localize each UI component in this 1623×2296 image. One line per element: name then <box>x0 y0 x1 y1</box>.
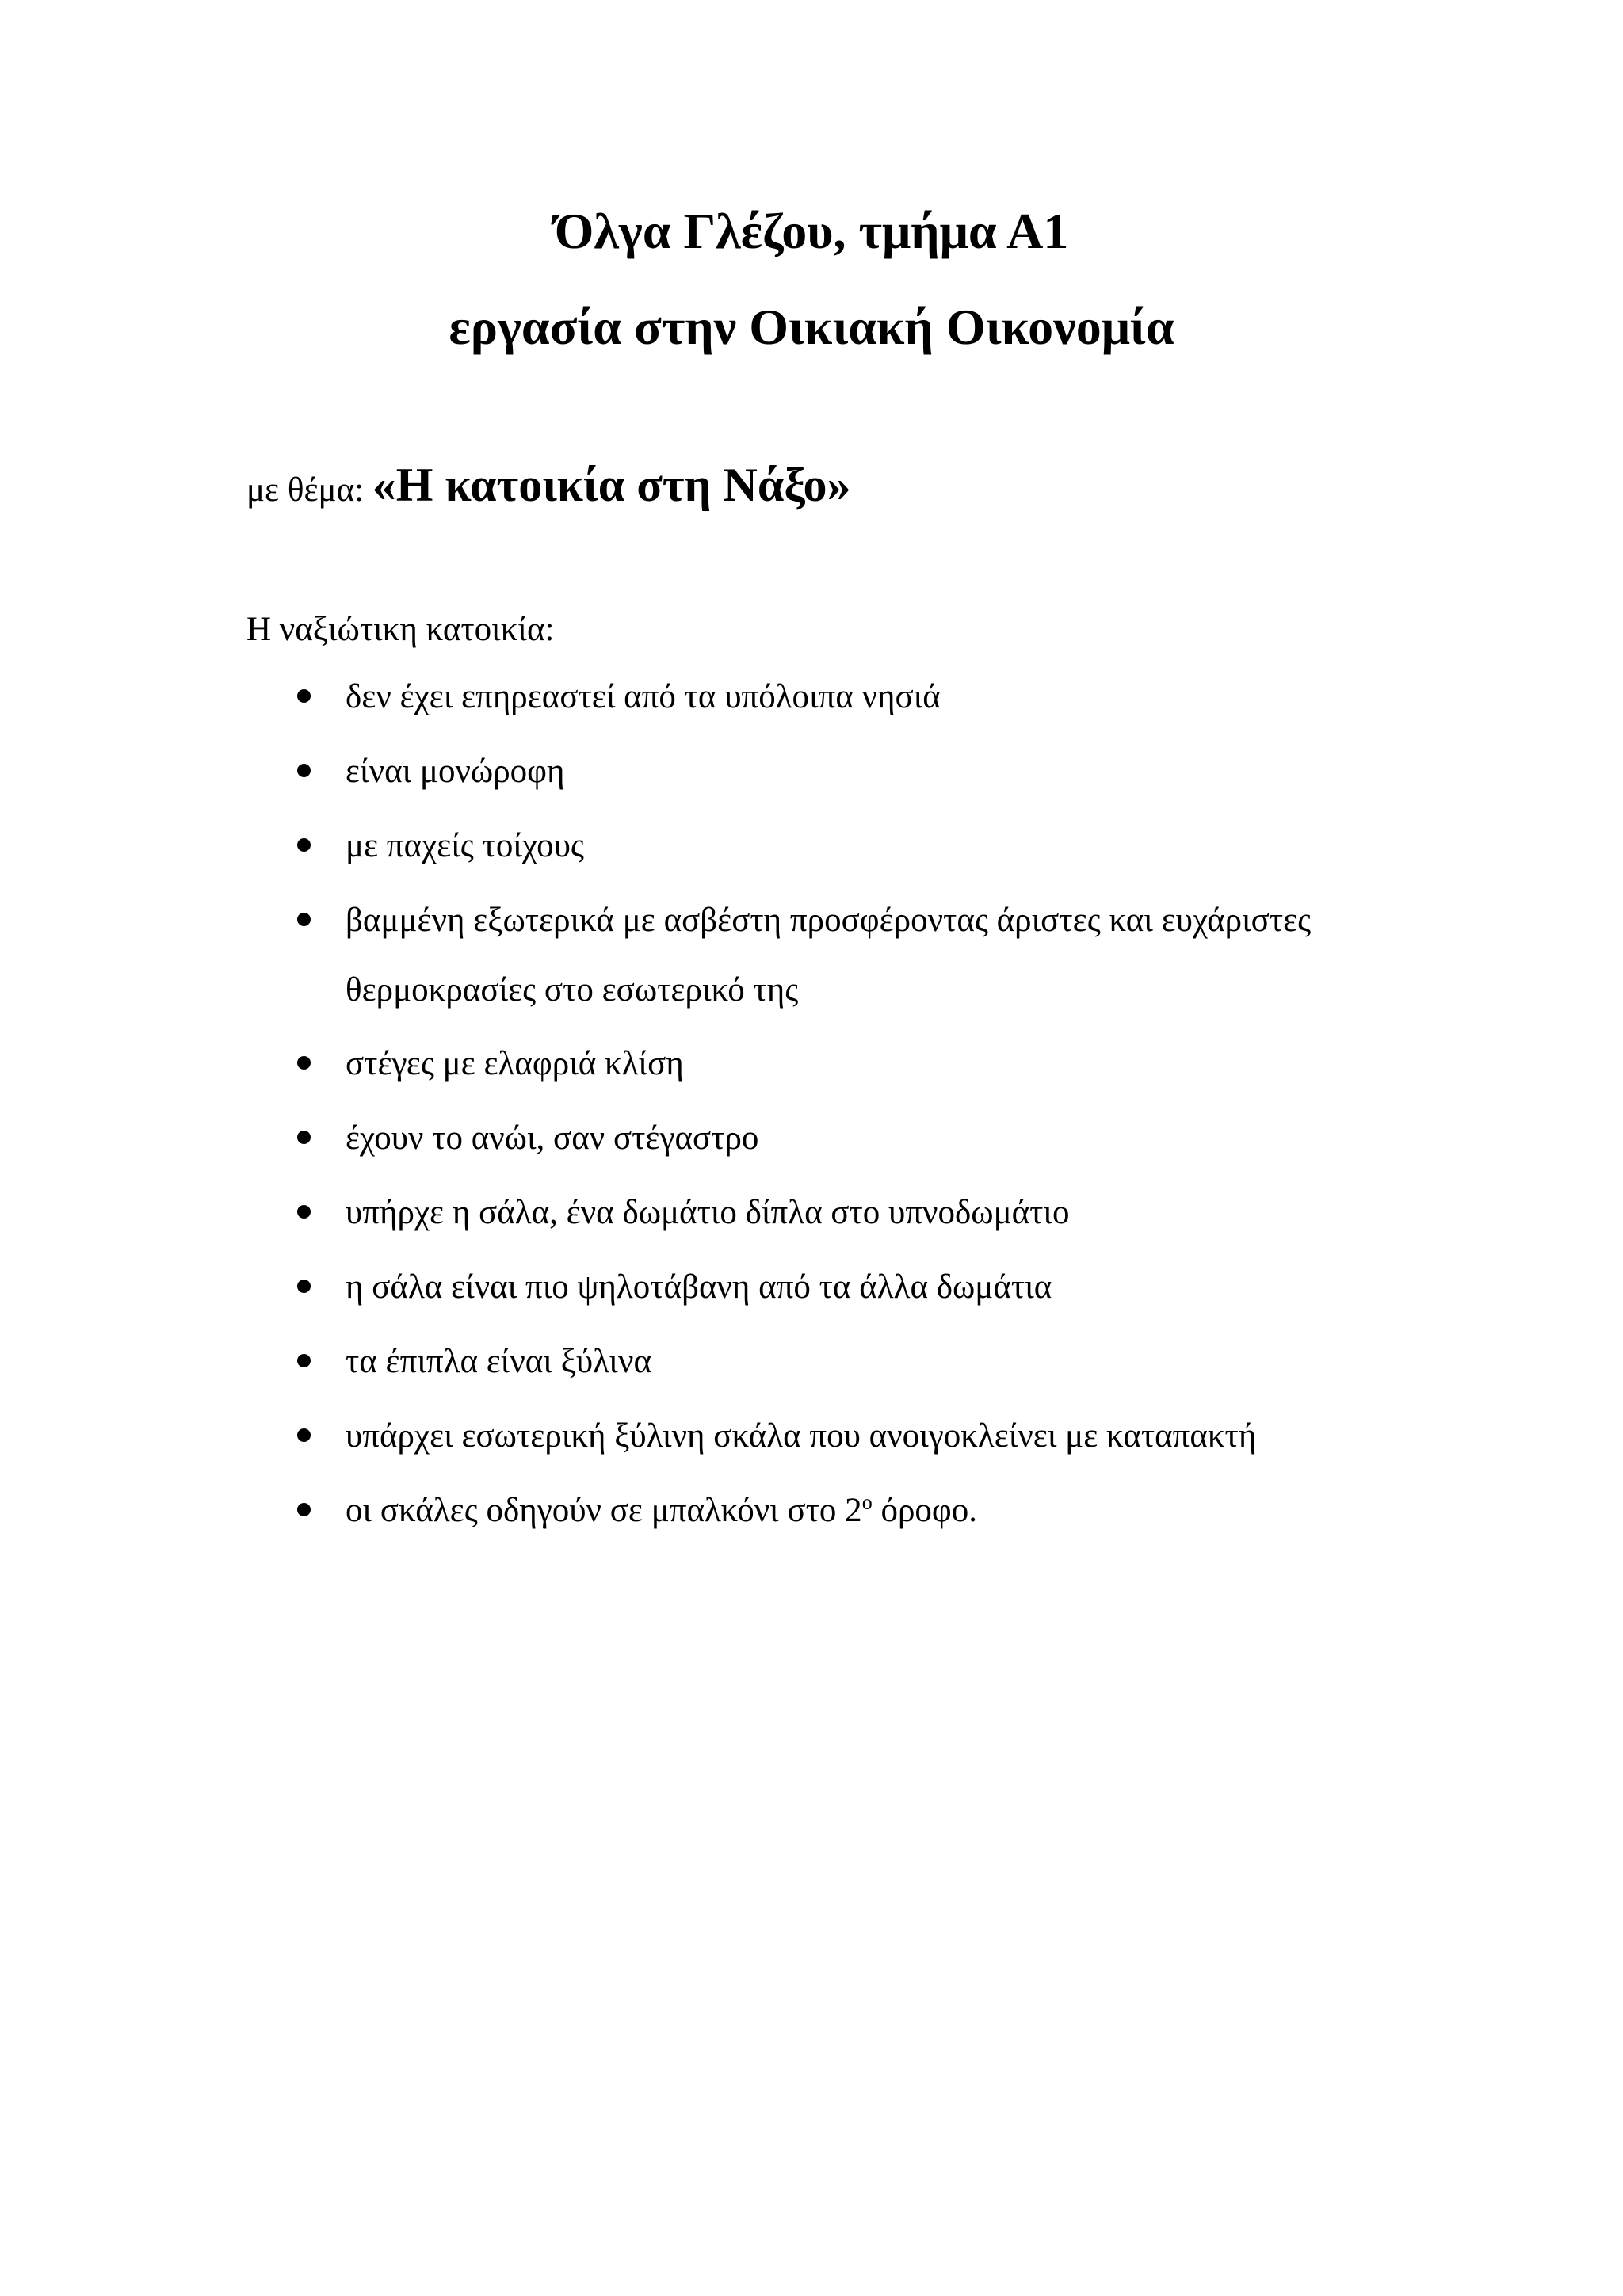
list-item <box>297 811 1454 881</box>
list-item <box>297 1402 1454 1471</box>
bullet-icon <box>297 1056 311 1070</box>
bullet-icon <box>297 1131 311 1144</box>
list-item-text: έχουν το ανώι, σαν στέγαστρο <box>346 1119 759 1157</box>
list-item <box>297 1104 1454 1173</box>
list-item <box>297 737 1454 807</box>
list-item-text: είναι μονώροφη <box>346 753 565 790</box>
bullet-icon <box>297 689 311 703</box>
list-item-text: βαμμένη εξωτερικά με ασβέστη προσφέροντας άριστες και ευχάριστες θερμοκρασίες στο εσωτερικό της <box>346 902 1312 1009</box>
list-item <box>297 1327 1454 1397</box>
bullet-icon <box>297 764 311 777</box>
title-subject-line: εργασία στην Οικιακή Οικονομία <box>449 299 1174 355</box>
bullet-icon <box>297 1428 311 1442</box>
bullet-icon <box>297 1503 311 1516</box>
list-item-text: στέγες με ελαφριά κλίση <box>346 1045 684 1082</box>
bullet-icon <box>297 1354 311 1367</box>
list-item <box>297 662 1454 732</box>
list-item <box>297 1476 1454 1546</box>
list-item-text-end: όροφο. <box>872 1492 977 1529</box>
title-author-line: Όλγα Γλέζου, τμήμα Α1 <box>554 203 1069 259</box>
ordinal-superscript: ο <box>861 1490 873 1514</box>
bullet-icon <box>297 1205 311 1219</box>
list-item-text: με παχείς τοίχους <box>346 827 584 864</box>
list-item-text: τα έπιπλα είναι ξύλινα <box>346 1343 651 1380</box>
list-item-text: υπάρχει εσωτερική ξύλινη σκάλα που ανοιγοκλείνει με καταπακτή <box>346 1417 1257 1455</box>
subject-prefix: με θέμα: <box>246 471 372 509</box>
list-item-text: δεν έχει επηρεαστεί από τα υπόλοιπα νησιά <box>346 678 941 715</box>
subject-line <box>246 458 851 513</box>
list-item <box>297 886 1454 1025</box>
bullet-icon <box>297 1280 311 1293</box>
subject-topic: «Η κατοικία στη Νάξο» <box>372 459 851 511</box>
list-item <box>297 1029 1454 1099</box>
list-item <box>297 1253 1454 1322</box>
bullet-icon <box>297 838 311 852</box>
intro-text: Η ναξιώτικη κατοικία: <box>246 611 555 648</box>
list-item-text <box>346 1476 1454 1546</box>
bullet-icon <box>297 913 311 926</box>
list-item-text: υπήρχε η σάλα, ένα δωμάτιο δίπλα στο υπνοδωμάτιο <box>346 1194 1070 1231</box>
list-item <box>297 1178 1454 1248</box>
list-item-text: η σάλα είναι πιο ψηλοτάβανη από τα άλλα δωμάτια <box>346 1268 1052 1306</box>
list-item-text-main: οι σκάλες οδηγούν σε μπαλκόνι στο 2 <box>346 1492 862 1529</box>
